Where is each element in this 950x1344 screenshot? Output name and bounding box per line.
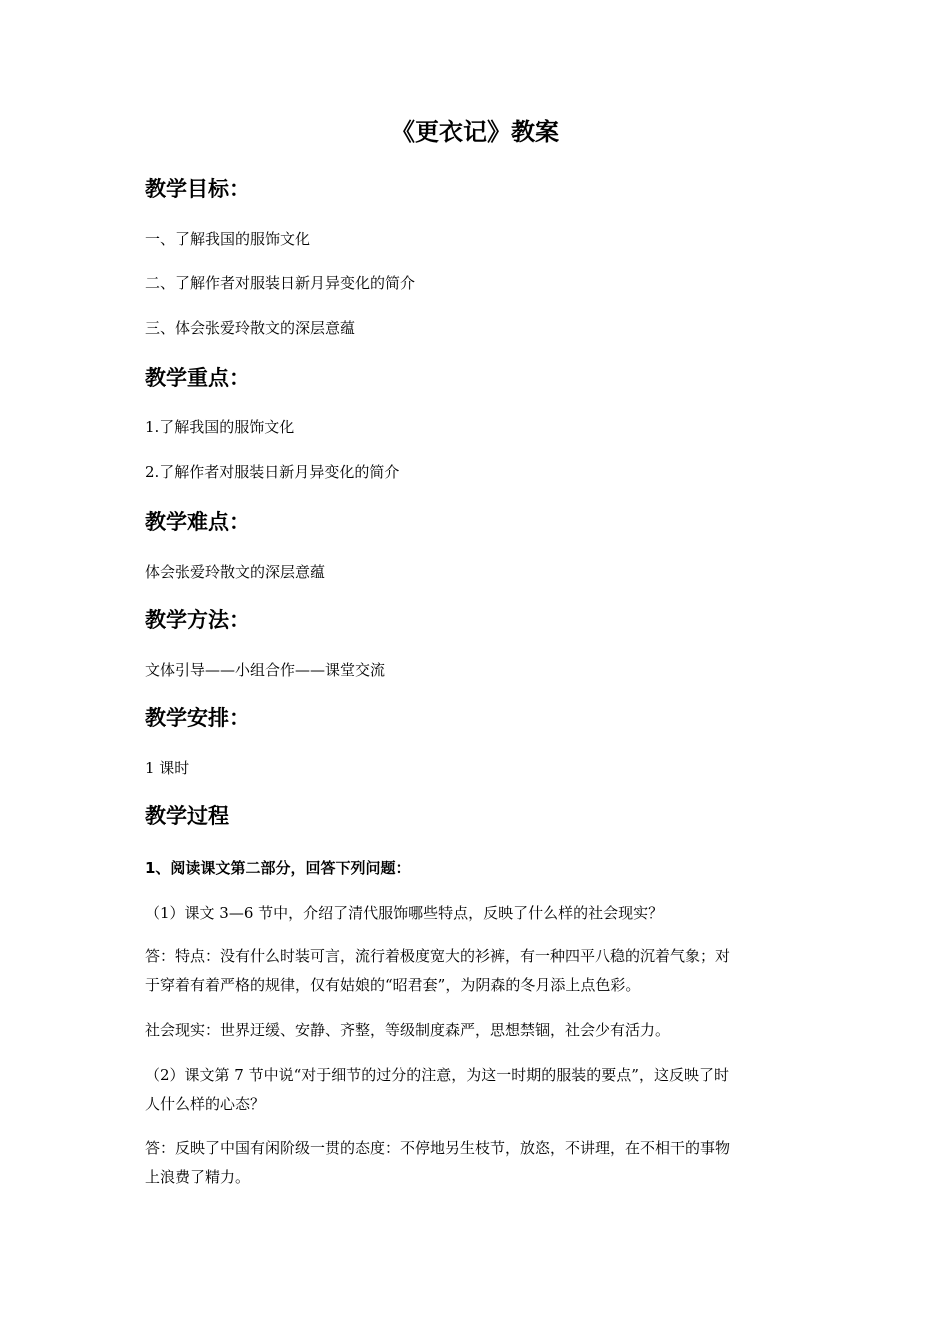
question-2-line-1: （2）课文第 7 节中说“对于细节的过分的注意，为这一时期的服装的要点”，这反映了时	[145, 1066, 729, 1084]
key-point-item-1: 1.了解我国的服饰文化	[145, 418, 295, 436]
answer-2-line-2: 上浪费了精力。	[145, 1168, 251, 1186]
heading-difficulties: 教学难点：	[145, 510, 250, 534]
goal-item-1: 一、了解我国的服饰文化	[145, 230, 311, 248]
answer-1-line-2: 于穿着有着严格的规律，仅有姑娘的“昭君套”，为阴森的冬月添上点色彩。	[145, 976, 641, 994]
question-2-line-2: 人什么样的心态？	[145, 1095, 266, 1113]
key-point-item-2: 2.了解作者对服装日新月异变化的简介	[145, 463, 400, 481]
heading-key-points: 教学重点：	[145, 366, 250, 390]
answer-2-line-1: 答：反映了中国有闲阶级一贯的态度：不停地另生枝节，放恣，不讲理，在不相干的事物	[145, 1139, 731, 1157]
document-title: 《更衣记》教案	[391, 118, 559, 146]
process-task: 1、阅读课文第二部分，回答下列问题：	[145, 859, 411, 877]
answer-1-line-1: 答：特点：没有什么时装可言，流行着极度宽大的衫裤，有一种四平八稳的沉着气象；对	[145, 947, 731, 965]
heading-process: 教学过程	[145, 804, 229, 828]
goal-item-2: 二、了解作者对服装日新月异变化的简介	[145, 274, 416, 292]
answer-2	[145, 1134, 810, 1192]
question-1: （1）课文 3—6 节中，介绍了清代服饰哪些特点，反映了什么样的社会现实？	[145, 904, 664, 922]
goal-item-3: 三、体会张爱玲散文的深层意蕴	[145, 319, 356, 337]
difficulties-text: 体会张爱玲散文的深层意蕴	[145, 563, 326, 581]
answer-1	[145, 942, 810, 1000]
heading-schedule: 教学安排：	[145, 706, 250, 730]
heading-method: 教学方法：	[145, 608, 250, 632]
schedule-text: 1 课时	[145, 759, 190, 777]
heading-goals: 教学目标：	[145, 177, 250, 201]
answer-1-social-reality: 社会现实：世界迂缓、安静、齐整，等级制度森严，思想禁锢，社会少有活力。	[145, 1021, 671, 1039]
question-2	[145, 1061, 810, 1119]
method-text: 文体引导——小组合作——课堂交流	[145, 661, 386, 679]
